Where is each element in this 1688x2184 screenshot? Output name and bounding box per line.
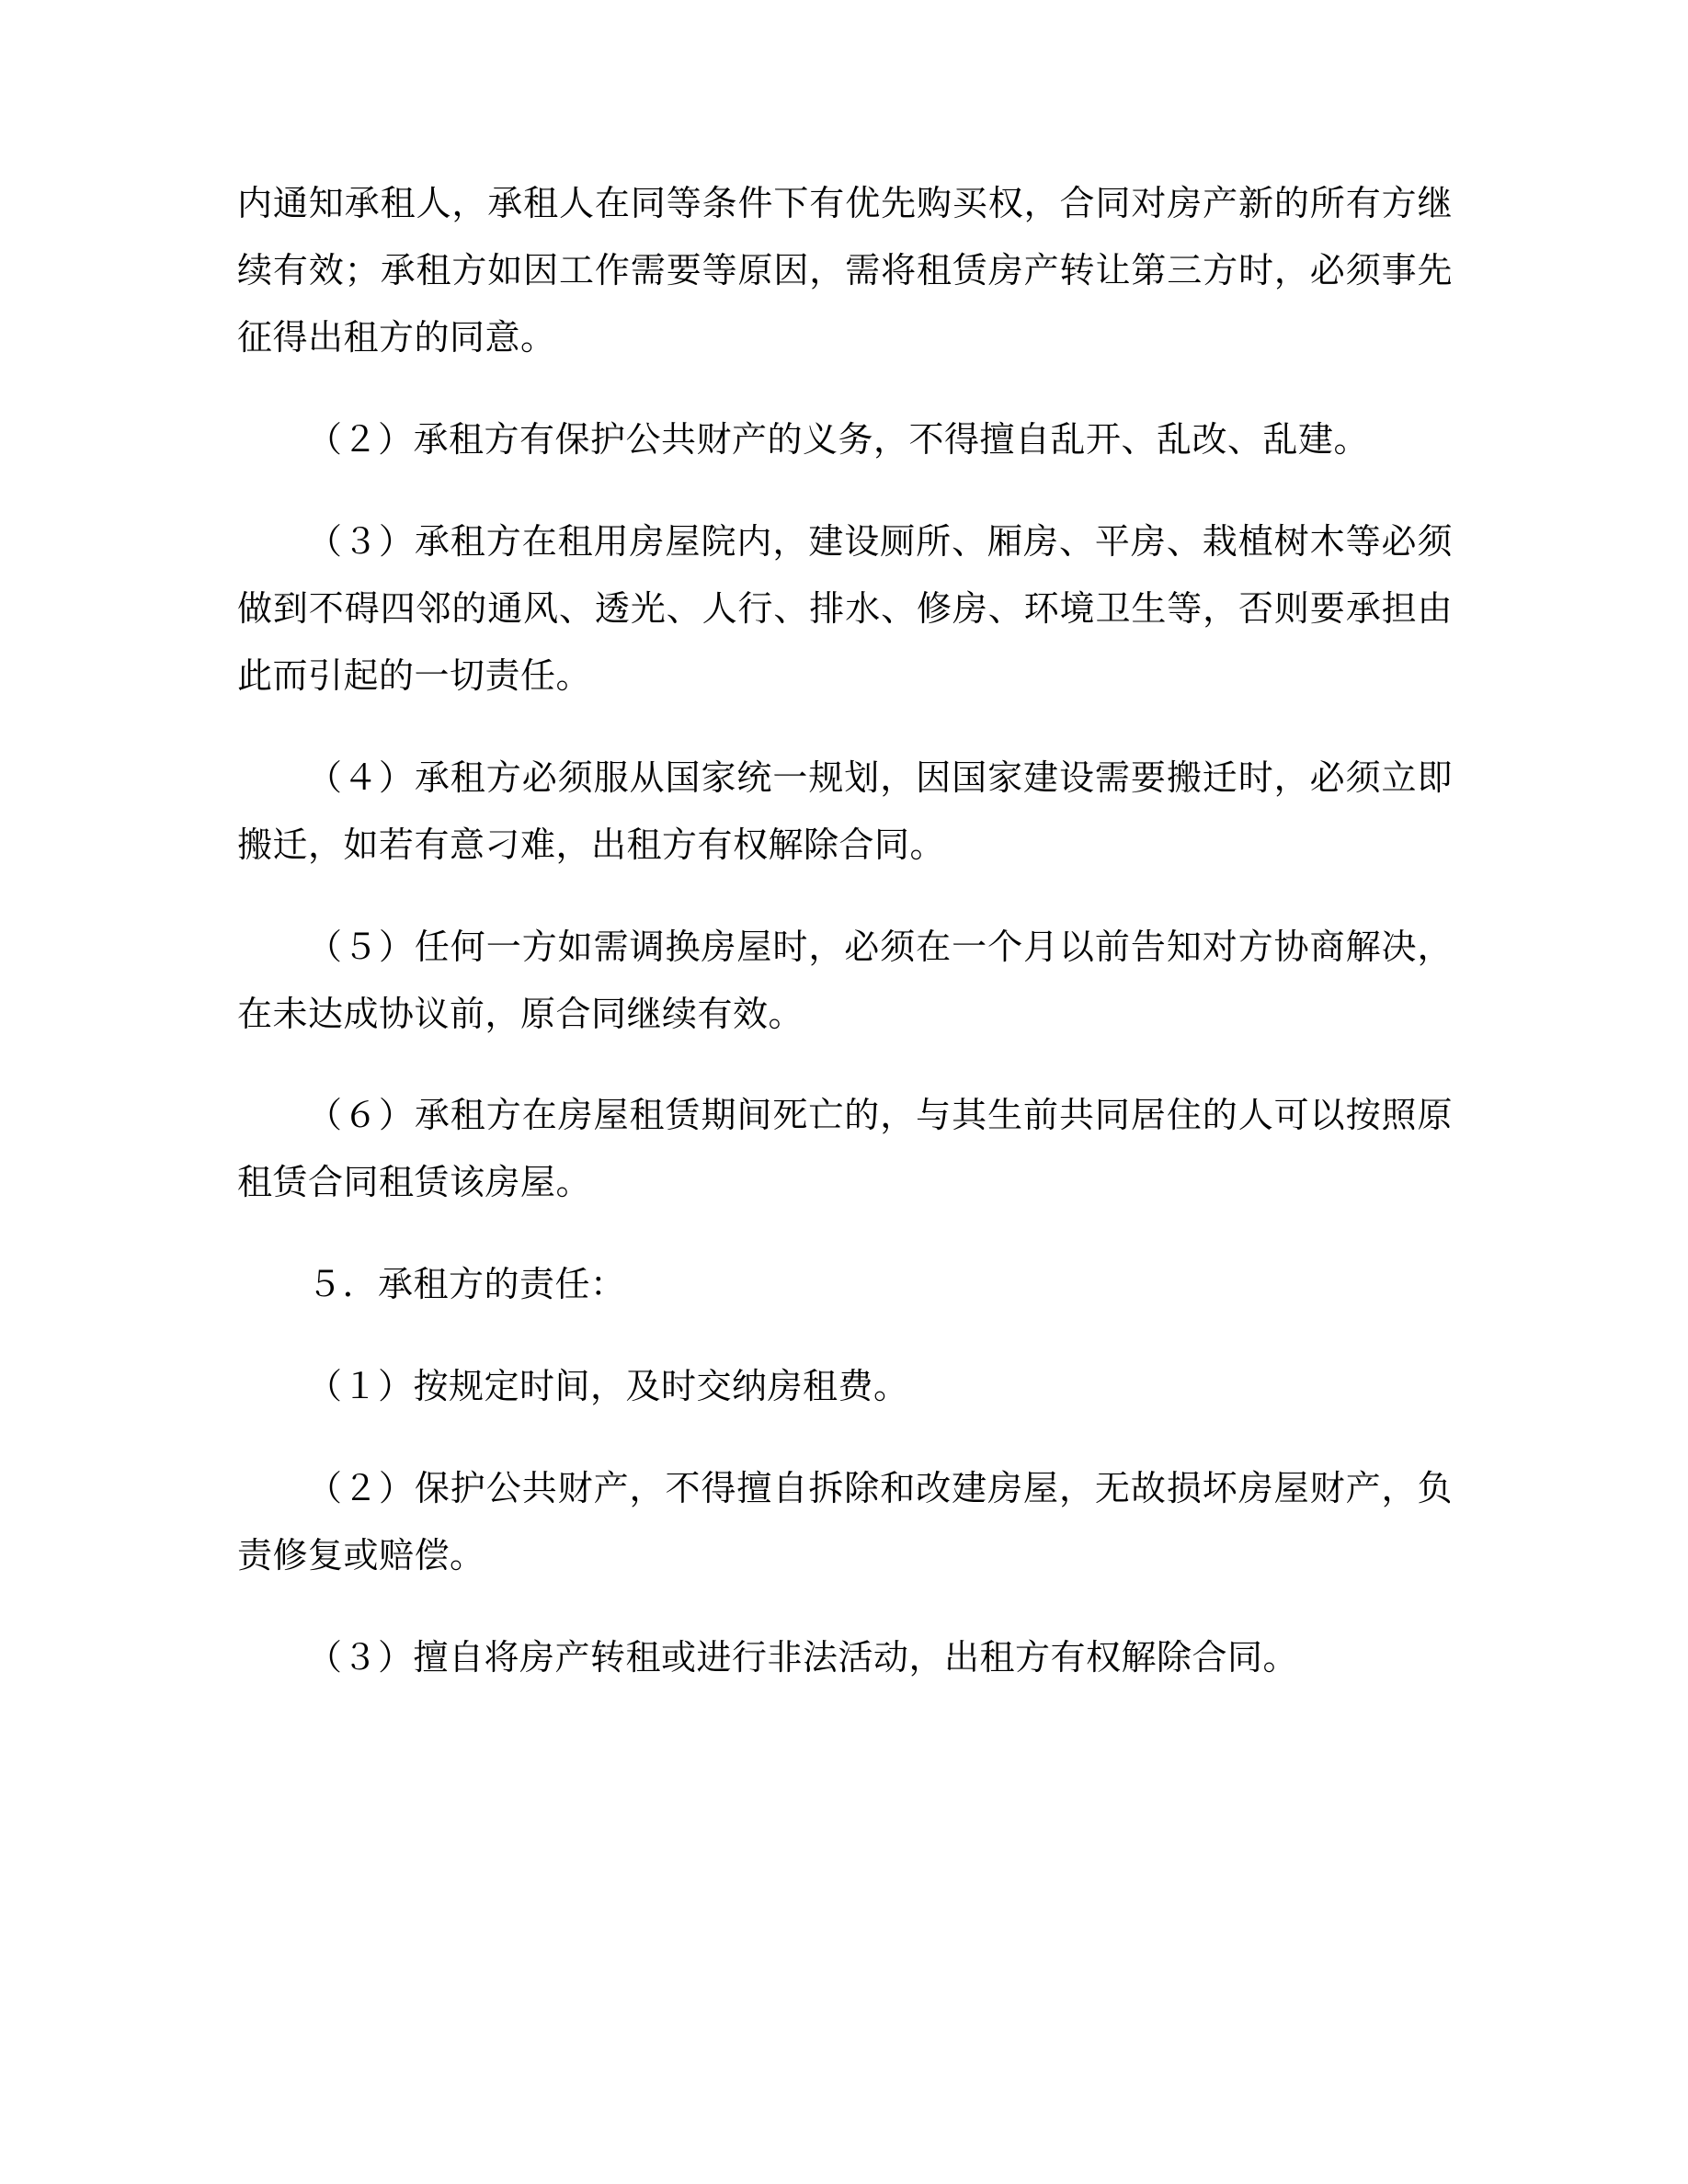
clause-item-4-6: （６）承租方在房屋租赁期间死亡的，与其生前共同居住的人可以按照原租赁合同租赁该房屋。 — [237, 1097, 1453, 1203]
section-heading-5: ５．承租方的责任： — [307, 1266, 626, 1305]
clause-item-5-1: （１）按规定时间，及时交纳房租费。 — [307, 1368, 909, 1407]
clause-item-4-2: （２）承租方有保护公共财产的义务，不得擅自乱开、乱改、乱建。 — [307, 420, 1370, 460]
paragraph-continuation: 内通知承租人，承租人在同等条件下有优先购买权，合同对房产新的所有方继续有效；承租方如因工作需要等原因，需将租赁房产转让第三方时，必须事先征得出租方的同意。 — [237, 185, 1453, 358]
clause-item-5-2: （２）保护公共财产，不得擅自拆除和改建房屋，无故损坏房屋财产，负责修复或赔偿。 — [237, 1470, 1453, 1576]
clause-item-4-4: （４）承租方必须服从国家统一规划，因国家建设需要搬迁时，必须立即搬迁，如若有意刁难，出租方有权解除合同。 — [237, 758, 1453, 865]
clause-item-4-3: （３）承租方在租用房屋院内，建设厕所、厢房、平房、栽植树木等必须做到不碍四邻的通风、透光、人行、排水、修房、环境卫生等，否则要承担由此而引起的一切责任。 — [237, 522, 1453, 696]
document-body — [237, 171, 1453, 1692]
clause-item-4-5: （５）任何一方如需调换房屋时，必须在一个月以前告知对方协商解决，在未达成协议前，原合同继续有效。 — [237, 927, 1453, 1034]
clause-item-5-3: （３）擅自将房产转租或进行非法活动，出租方有权解除合同。 — [307, 1639, 1299, 1678]
